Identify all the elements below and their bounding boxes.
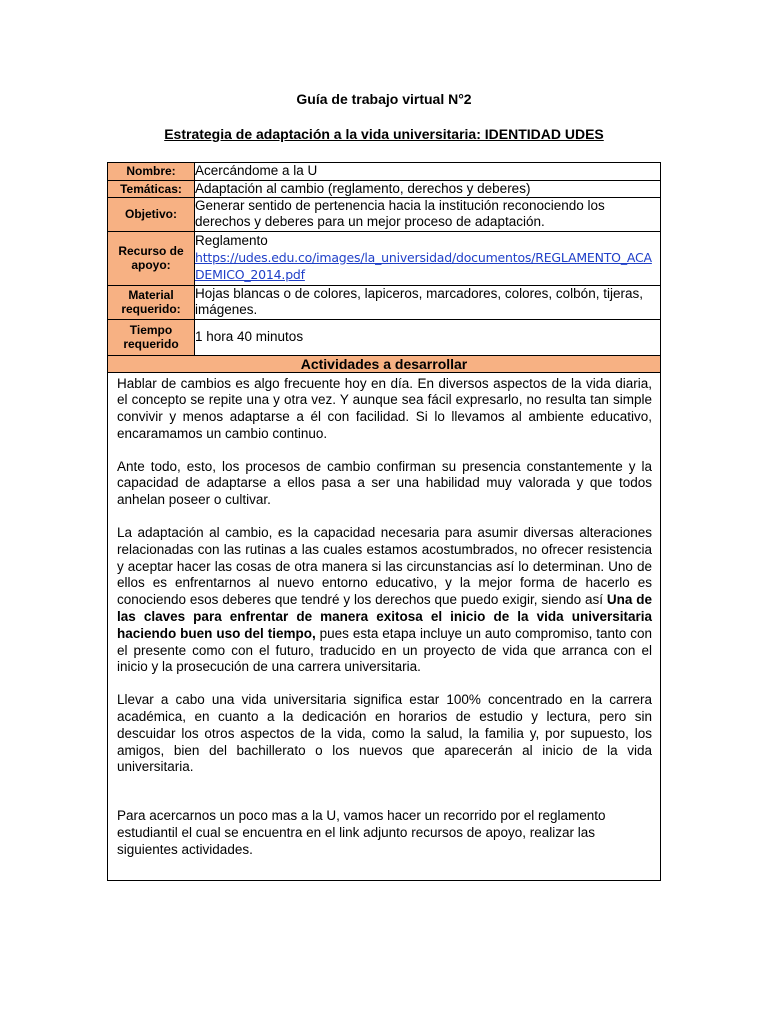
info-row-tematicas [108,180,660,197]
tiempo-label: Tiempo requerido [108,319,195,355]
paragraph-3-bold: Una de las claves para enfrentar de manera exitosa el inicio de la vida universitaria haciendo buen uso del tiempo, [117,592,652,641]
reglamento-link[interactable]: https://udes.edu.co/images/la_universidad/documentos/REGLAMENTO_ACADEMICO_2014.pdf [195,250,652,282]
activity-sheet [107,162,661,881]
paragraph-5: Para acercarnos un poco mas a la U, vamos hacer un recorrido por el reglamento estudiantil el cual se encuentra en el link adjunto recursos de apoyo, realizar las siguientes actividades. [117,808,606,857]
paragraph-2: Ante todo, esto, los procesos de cambio confirman su presencia constantemente y la capacidad de adaptarse a ellos pasa a ser una habilidad muy valorada y que todos anhelan poseer o cultivar. [117,458,652,508]
material-value: Hojas blancas o de colores, lapiceros, marcadores, colores, colbón, tijeras, imágenes. [195,285,661,319]
tiempo-value: 1 hora 40 minutos [195,319,661,355]
info-row-tiempo [108,319,660,355]
paragraph-1: Hablar de cambios es algo frecuente hoy en día. En diversos aspectos de la vida diaria, el concepto se repite una y otra vez. Y aunque sea fácil expresarlo, no resulta tan simple convivir y menos adaptarse a él con facilidad. Si lo llevamos al ambiente educativo, encaramamos un cambio continuo. [117,375,652,441]
recurso-value: Reglamento [195,233,268,248]
activities-header: Actividades a desarrollar [108,356,660,373]
nombre-value: Acercándome a la U [195,163,661,180]
recurso-label: Recurso de apoyo: [108,231,195,285]
objetivo-label: Objetivo: [108,197,195,231]
info-row-recurso [108,231,660,285]
nombre-label: Nombre: [108,163,195,180]
material-label: Material requerido: [108,285,195,319]
recurso-cell [195,231,661,285]
document-title: Guía de trabajo virtual N°2 [296,91,472,107]
paragraph-3 [117,525,652,676]
tematicas-label: Temáticas: [108,180,195,197]
objetivo-value: Generar sentido de pertenencia hacia la institución reconociendo los derechos y deberes para un mejor proceso de adaptación. [195,197,661,231]
info-row-material [108,285,660,319]
tematicas-value: Adaptación al cambio (reglamento, derechos y deberes) [195,180,661,197]
activities-content [108,373,660,880]
info-table [108,163,660,356]
paragraph-3-end: pues esta etapa incluye un auto compromiso, tanto con el presente como con el futuro, traducido en un proyecto de vida que arranca con el inicio y la prosecución de una carrera universitaria. [117,625,652,675]
info-row-nombre [108,163,660,180]
paragraph-4: Llevar a cabo una vida universitaria significa estar 100% concentrado en la carrera académica, en cuanto a la dedicación en horarios de estudio y lectura, pero sin descuidar los otros aspectos de la vida, como la salud, la familia y, por supuesto, los amigos, bien del bachillerato o los nuevos que aparecerán al inicio de la vida universitaria. [117,692,652,775]
info-row-objetivo [108,197,660,231]
paragraph-3-start: La adaptación al cambio, es la capacidad necesaria para asumir diversas alteraciones relacionadas con las rutinas a las cuales estamos acostumbrados, no ofrecer resistencia y aceptar hacer las cosas de otra manera si las circunstancias así lo determinan. Uno de ellos es enfrentarnos al nuevo entorno educativo, y la mejor forma de hacerlo es conociendo esos deberes que tendré y los derechos que puedo exigir, siendo así [117,525,652,608]
document-subtitle: Estrategia de adaptación a la vida universitaria: IDENTIDAD UDES [164,126,604,142]
